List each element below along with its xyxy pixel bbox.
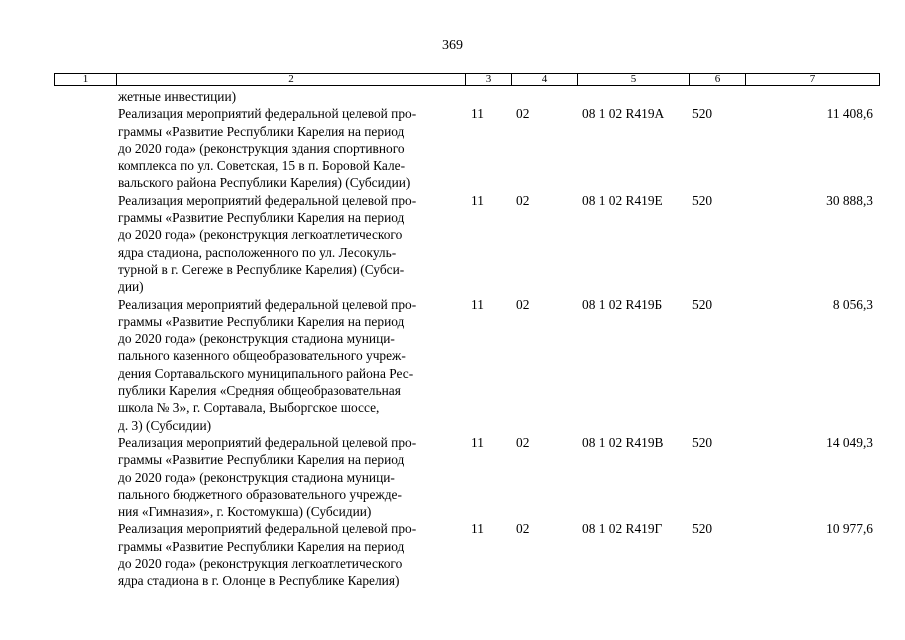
description-line: публики Карелия «Средняя общеобразовательная: [118, 383, 401, 399]
description-line: вальского района Республики Карелия) (Субсидии): [118, 175, 411, 191]
description-line: Реализация мероприятий федеральной целевой про-: [118, 296, 417, 312]
expense-type-code: 520: [692, 296, 713, 312]
description-line: д. 3) (Субсидии): [118, 417, 212, 433]
description-line: Реализация мероприятий федеральной целевой про-: [118, 106, 417, 122]
amount-value: 30 888,3: [826, 192, 873, 208]
section-code: 11: [471, 434, 484, 450]
subsection-code: 02: [516, 192, 530, 208]
table-row: [0, 105, 905, 191]
row-description: [118, 192, 468, 296]
section-code: 11: [471, 192, 484, 208]
continuation-row: [0, 88, 905, 105]
subsection-code: 02: [516, 296, 530, 312]
amount-value: 14 049,3: [826, 434, 873, 450]
header-col-4: 4: [512, 74, 578, 86]
description-line: пального бюджетного образовательного учрежде-: [118, 486, 402, 502]
description-line: граммы «Развитие Республики Карелия на период: [118, 123, 405, 139]
table-row: [0, 520, 905, 589]
section-code: 11: [471, 296, 484, 312]
description-line: дения Сортавальского муниципального района Рес-: [118, 365, 414, 381]
row-description: [118, 434, 468, 520]
subsection-code: 02: [516, 434, 530, 450]
description-line: ядра стадиона в г. Олонце в Республике Карелия): [118, 573, 400, 589]
expense-type-code: 520: [692, 521, 713, 537]
budget-table-body: [0, 88, 905, 590]
table-row: [0, 434, 905, 520]
description-line: граммы «Развитие Республики Карелия на период: [118, 210, 405, 226]
row-description: [118, 296, 468, 434]
subsection-code: 02: [516, 106, 530, 122]
section-code: 11: [471, 521, 484, 537]
amount-value: 11 408,6: [826, 106, 873, 122]
target-article-code: 08 1 02 R419Г: [582, 521, 663, 537]
target-article-code: 08 1 02 R419В: [582, 434, 664, 450]
target-article-code: 08 1 02 R419Б: [582, 296, 663, 312]
description-line: до 2020 года» (реконструкция легкоатлетического: [118, 556, 403, 572]
header-col-1: 1: [55, 74, 117, 86]
row-description: [118, 520, 468, 589]
description-line: до 2020 года» (реконструкция здания спортивного: [118, 140, 405, 156]
section-code: 11: [471, 106, 484, 122]
description-line: до 2020 года» (реконструкция стадиона муници-: [118, 469, 395, 485]
expense-type-code: 520: [692, 192, 713, 208]
amount-value: 8 056,3: [832, 296, 873, 312]
description-line: пального казенного общеобразовательного учреж-: [118, 348, 406, 364]
description-line: Реализация мероприятий федеральной целевой про-: [118, 434, 417, 450]
description-line: граммы «Развитие Республики Карелия на период: [118, 538, 405, 554]
description-line: граммы «Развитие Республики Карелия на период: [118, 452, 405, 468]
header-col-6: 6: [690, 74, 746, 86]
table-row: [0, 192, 905, 296]
expense-type-code: 520: [692, 106, 713, 122]
expense-type-code: 520: [692, 434, 713, 450]
target-article-code: 08 1 02 R419Е: [582, 192, 663, 208]
header-col-5: 5: [578, 74, 690, 86]
column-number-header: [54, 73, 880, 86]
description-line: комплекса по ул. Советская, 15 в п. Боровой Кале-: [118, 158, 406, 174]
table-row: [0, 296, 905, 434]
row-description: [118, 105, 468, 191]
description-line: школа № 3», г. Сортавала, Выборгское шоссе,: [118, 400, 380, 416]
header-col-3: 3: [466, 74, 512, 86]
description-line: дии): [118, 279, 144, 295]
table-rows: [0, 105, 905, 589]
description-line: до 2020 года» (реконструкция легкоатлетического: [118, 227, 403, 243]
description-line: граммы «Развитие Республики Карелия на период: [118, 313, 405, 329]
amount-value: 10 977,6: [826, 521, 873, 537]
description-line: Реализация мероприятий федеральной целевой про-: [118, 192, 417, 208]
subsection-code: 02: [516, 521, 530, 537]
description-line: ядра стадиона, расположенного по ул. Лесокуль-: [118, 244, 397, 260]
page-number: 369: [442, 38, 463, 53]
description-line: до 2020 года» (реконструкция стадиона муници-: [118, 331, 395, 347]
target-article-code: 08 1 02 R419А: [582, 106, 665, 122]
header-col-7: 7: [746, 74, 880, 86]
description-line: турной в г. Сегеже в Республике Карелия) (Субси-: [118, 261, 405, 277]
continuation-text: жетные инвестиции): [118, 89, 237, 104]
description-line: Реализация мероприятий федеральной целевой про-: [118, 521, 417, 537]
description-line: ния «Гимназия», г. Костомукша) (Субсидии): [118, 504, 372, 520]
header-col-2: 2: [117, 74, 466, 86]
